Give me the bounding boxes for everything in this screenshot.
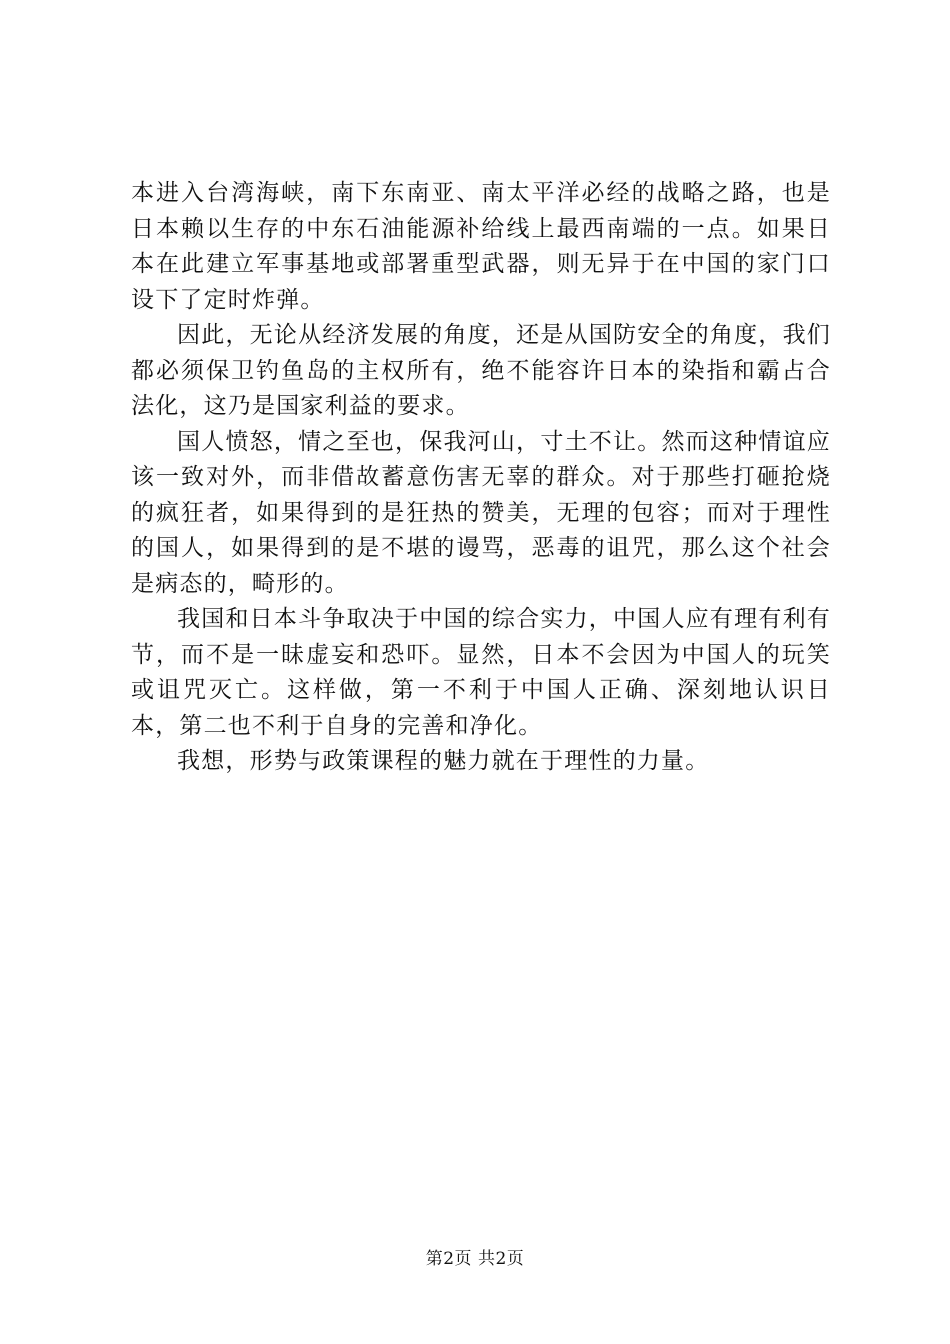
document-body: [131, 176, 831, 780]
paragraph-public-anger: 国人愤怒，情之至也，保我河山，寸土不让。然而这种情谊应该一致对外，而非借故蓄意伤害无辜的群众。对于那些打砸抢烧的疯狂者，如果得到的是狂热的赞美，无理的包容；而对于理性的国人，如果得到的是不堪的谩骂，恶毒的诅咒，那么这个社会是病态的，畸形的。: [131, 428, 831, 597]
paragraph-comprehensive-strength: 我国和日本斗争取决于中国的综合实力，中国人应有理有利有节，而不是一昧虚妄和恐吓。显然，日本不会因为中国人的玩笑或诅咒灭亡。这样做，第一不利于中国人正确、深刻地认识日本，第二也不利于自身的完善和净化。: [131, 606, 831, 739]
paragraph-national-interest: 因此，无论从经济发展的角度，还是从国防安全的角度，我们都必须保卫钓鱼岛的主权所有，绝不能容许日本的染指和霸占合法化，这乃是国家利益的要求。: [131, 322, 831, 419]
paragraph-continuation: 本进入台湾海峡，南下东南亚、南太平洋必经的战略之路，也是日本赖以生存的中东石油能源补给线上最西南端的一点。如果日本在此建立军事基地或部署重型武器，则无异于在中国的家门口设下了定时炸弹。: [131, 180, 831, 313]
page-number-footer: 第2页 共2页: [425, 1249, 525, 1269]
paragraph-conclusion: 我想，形势与政策课程的魅力就在于理性的力量。: [177, 748, 710, 774]
